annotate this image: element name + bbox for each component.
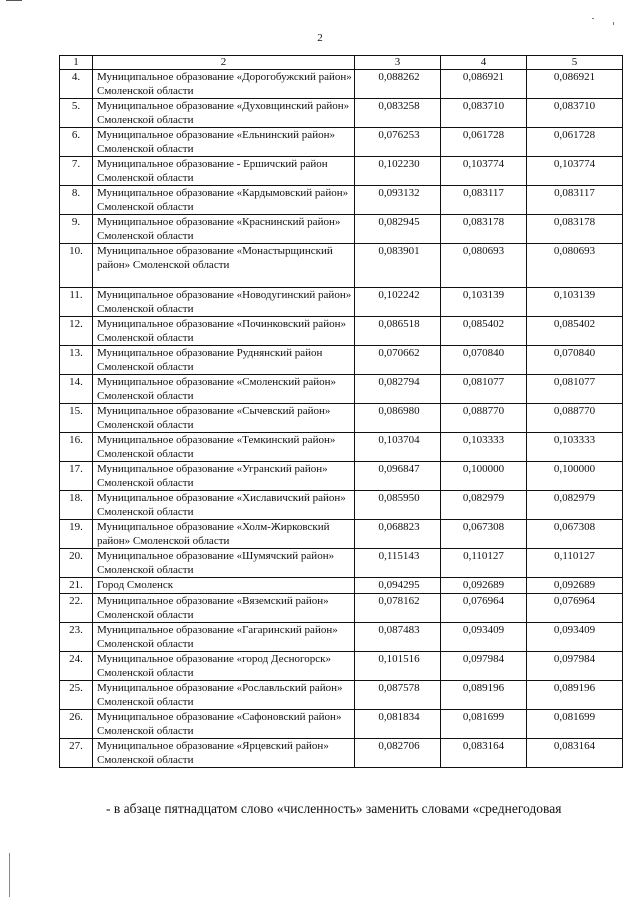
table-row [60, 491, 623, 520]
table-header-row [60, 56, 623, 70]
row-number-cell: 20. [60, 549, 93, 578]
table-row [60, 578, 623, 594]
header-cell: 5 [527, 56, 623, 70]
value-col4-cell: 0,086921 [441, 70, 527, 99]
table-row [60, 433, 623, 462]
value-col5-cell: 0,086921 [527, 70, 623, 99]
table-row [60, 710, 623, 739]
value-col5-cell: 0,093409 [527, 623, 623, 652]
value-col4-cell: 0,070840 [441, 346, 527, 375]
value-col4-cell: 0,100000 [441, 462, 527, 491]
table-row [60, 404, 623, 433]
page-number: 2 [317, 32, 323, 44]
value-col3-cell: 0,087483 [355, 623, 441, 652]
municipality-name-cell: Муниципальное образование «город Десногорск» Смоленской области [93, 652, 355, 681]
municipality-name-cell: Муниципальное образование «Духовщинский район» Смоленской области [93, 99, 355, 128]
value-col3-cell: 0,087578 [355, 681, 441, 710]
row-number-cell: 11. [60, 288, 93, 317]
municipality-name-cell: Муниципальное образование «Монастырщинский район» Смоленской области [93, 244, 355, 288]
municipality-name-cell: Муниципальное образование «Вяземский район» Смоленской области [93, 594, 355, 623]
value-col5-cell: 0,061728 [527, 128, 623, 157]
municipality-name-cell: Муниципальное образование «Новодугинский район» Смоленской области [93, 288, 355, 317]
value-col4-cell: 0,067308 [441, 520, 527, 549]
row-number-cell: 9. [60, 215, 93, 244]
value-col4-cell: 0,088770 [441, 404, 527, 433]
value-col3-cell: 0,102242 [355, 288, 441, 317]
value-col4-cell: 0,110127 [441, 549, 527, 578]
coefficients-table [59, 55, 623, 768]
value-col4-cell: 0,103774 [441, 157, 527, 186]
value-col5-cell: 0,097984 [527, 652, 623, 681]
municipality-name-cell: Муниципальное образование «Дорогобужский район» Смоленской области [93, 70, 355, 99]
value-col3-cell: 0,082706 [355, 739, 441, 768]
table-row [60, 244, 623, 288]
value-col3-cell: 0,096847 [355, 462, 441, 491]
header-cell: 1 [60, 56, 93, 70]
value-col5-cell: 0,082979 [527, 491, 623, 520]
row-number-cell: 15. [60, 404, 93, 433]
municipality-name-cell: Муниципальное образование «Ярцевский район» Смоленской области [93, 739, 355, 768]
row-number-cell: 7. [60, 157, 93, 186]
municipality-name-cell: Муниципальное образование «Ельнинский район» Смоленской области [93, 128, 355, 157]
value-col4-cell: 0,081699 [441, 710, 527, 739]
value-col5-cell: 0,100000 [527, 462, 623, 491]
value-col3-cell: 0,082794 [355, 375, 441, 404]
row-number-cell: 19. [60, 520, 93, 549]
value-col4-cell: 0,083164 [441, 739, 527, 768]
value-col3-cell: 0,068823 [355, 520, 441, 549]
row-number-cell: 5. [60, 99, 93, 128]
value-col3-cell: 0,103704 [355, 433, 441, 462]
value-col5-cell: 0,089196 [527, 681, 623, 710]
value-col3-cell: 0,094295 [355, 578, 441, 594]
scan-artifact-dot [592, 18, 594, 19]
table-row [60, 215, 623, 244]
table-row [60, 317, 623, 346]
municipality-name-cell: Муниципальное образование «Холм-Жирковский район» Смоленской области [93, 520, 355, 549]
row-number-cell: 22. [60, 594, 93, 623]
value-col3-cell: 0,101516 [355, 652, 441, 681]
table-row [60, 652, 623, 681]
row-number-cell: 16. [60, 433, 93, 462]
header-cell: 4 [441, 56, 527, 70]
value-col5-cell: 0,076964 [527, 594, 623, 623]
scan-artifact-dot [613, 22, 614, 25]
table-row [60, 128, 623, 157]
value-col5-cell: 0,103774 [527, 157, 623, 186]
table-body [60, 70, 623, 768]
value-col4-cell: 0,082979 [441, 491, 527, 520]
scan-artifact-line [6, 0, 22, 1]
municipality-name-cell: Муниципальное образование «Сафоновский район» Смоленской области [93, 710, 355, 739]
header-cell: 3 [355, 56, 441, 70]
table-row [60, 375, 623, 404]
municipality-name-cell: Муниципальное образование «Гагаринский район» Смоленской области [93, 623, 355, 652]
row-number-cell: 23. [60, 623, 93, 652]
value-col5-cell: 0,103333 [527, 433, 623, 462]
value-col4-cell: 0,103139 [441, 288, 527, 317]
table-row [60, 157, 623, 186]
value-col5-cell: 0,081699 [527, 710, 623, 739]
value-col4-cell: 0,092689 [441, 578, 527, 594]
table-row [60, 288, 623, 317]
value-col4-cell: 0,083710 [441, 99, 527, 128]
row-number-cell: 21. [60, 578, 93, 594]
value-col3-cell: 0,093132 [355, 186, 441, 215]
value-col5-cell: 0,088770 [527, 404, 623, 433]
table-row [60, 520, 623, 549]
value-col3-cell: 0,082945 [355, 215, 441, 244]
value-col5-cell: 0,081077 [527, 375, 623, 404]
municipality-name-cell: Муниципальное образование «Рославльский район» Смоленской области [93, 681, 355, 710]
row-number-cell: 24. [60, 652, 93, 681]
municipality-name-cell: Муниципальное образование «Хиславичский район» Смоленской области [93, 491, 355, 520]
value-col4-cell: 0,083117 [441, 186, 527, 215]
value-col3-cell: 0,102230 [355, 157, 441, 186]
value-col3-cell: 0,070662 [355, 346, 441, 375]
municipality-name-cell: Муниципальное образование «Угранский район» Смоленской области [93, 462, 355, 491]
value-col5-cell: 0,085402 [527, 317, 623, 346]
table-row [60, 739, 623, 768]
municipality-name-cell: Муниципальное образование «Сычевский район» Смоленской области [93, 404, 355, 433]
value-col3-cell: 0,088262 [355, 70, 441, 99]
value-col5-cell: 0,103139 [527, 288, 623, 317]
row-number-cell: 17. [60, 462, 93, 491]
value-col4-cell: 0,083178 [441, 215, 527, 244]
value-col4-cell: 0,085402 [441, 317, 527, 346]
table-row [60, 549, 623, 578]
value-col3-cell: 0,078162 [355, 594, 441, 623]
value-col5-cell: 0,067308 [527, 520, 623, 549]
municipality-name-cell: Город Смоленск [93, 578, 355, 594]
table-row [60, 186, 623, 215]
value-col5-cell: 0,110127 [527, 549, 623, 578]
row-number-cell: 12. [60, 317, 93, 346]
value-col5-cell: 0,083164 [527, 739, 623, 768]
scan-artifact-line [9, 853, 10, 897]
value-col4-cell: 0,103333 [441, 433, 527, 462]
value-col3-cell: 0,083901 [355, 244, 441, 288]
value-col3-cell: 0,086518 [355, 317, 441, 346]
table-row [60, 346, 623, 375]
row-number-cell: 10. [60, 244, 93, 288]
municipality-name-cell: Муниципальное образование - Ершичский район Смоленской области [93, 157, 355, 186]
value-col4-cell: 0,061728 [441, 128, 527, 157]
value-col4-cell: 0,093409 [441, 623, 527, 652]
table-row [60, 681, 623, 710]
value-col3-cell: 0,115143 [355, 549, 441, 578]
table-row [60, 99, 623, 128]
amendment-text: - в абзаце пятнадцатом слово «численность» заменить словами «среднегодовая [106, 801, 562, 816]
table-row [60, 623, 623, 652]
municipality-name-cell: Муниципальное образование «Темкинский район» Смоленской области [93, 433, 355, 462]
value-col3-cell: 0,086980 [355, 404, 441, 433]
table-row [60, 70, 623, 99]
value-col5-cell: 0,080693 [527, 244, 623, 288]
row-number-cell: 6. [60, 128, 93, 157]
value-col3-cell: 0,081834 [355, 710, 441, 739]
row-number-cell: 25. [60, 681, 93, 710]
value-col3-cell: 0,085950 [355, 491, 441, 520]
value-col3-cell: 0,076253 [355, 128, 441, 157]
table-row [60, 462, 623, 491]
row-number-cell: 13. [60, 346, 93, 375]
value-col4-cell: 0,097984 [441, 652, 527, 681]
municipality-name-cell: Муниципальное образование «Кардымовский район» Смоленской области [93, 186, 355, 215]
row-number-cell: 14. [60, 375, 93, 404]
header-cell: 2 [93, 56, 355, 70]
row-number-cell: 26. [60, 710, 93, 739]
row-number-cell: 4. [60, 70, 93, 99]
municipality-name-cell: Муниципальное образование «Починковский район» Смоленской области [93, 317, 355, 346]
value-col4-cell: 0,076964 [441, 594, 527, 623]
row-number-cell: 8. [60, 186, 93, 215]
municipality-name-cell: Муниципальное образование «Шумячский район» Смоленской области [93, 549, 355, 578]
value-col5-cell: 0,070840 [527, 346, 623, 375]
municipality-name-cell: Муниципальное образование «Смоленский район» Смоленской области [93, 375, 355, 404]
municipality-name-cell: Муниципальное образование «Краснинский район» Смоленской области [93, 215, 355, 244]
row-number-cell: 27. [60, 739, 93, 768]
value-col5-cell: 0,083117 [527, 186, 623, 215]
value-col4-cell: 0,081077 [441, 375, 527, 404]
value-col3-cell: 0,083258 [355, 99, 441, 128]
value-col5-cell: 0,083710 [527, 99, 623, 128]
municipality-name-cell: Муниципальное образование Руднянский район Смоленской области [93, 346, 355, 375]
value-col5-cell: 0,083178 [527, 215, 623, 244]
value-col4-cell: 0,089196 [441, 681, 527, 710]
table-row [60, 594, 623, 623]
row-number-cell: 18. [60, 491, 93, 520]
value-col5-cell: 0,092689 [527, 578, 623, 594]
value-col4-cell: 0,080693 [441, 244, 527, 288]
